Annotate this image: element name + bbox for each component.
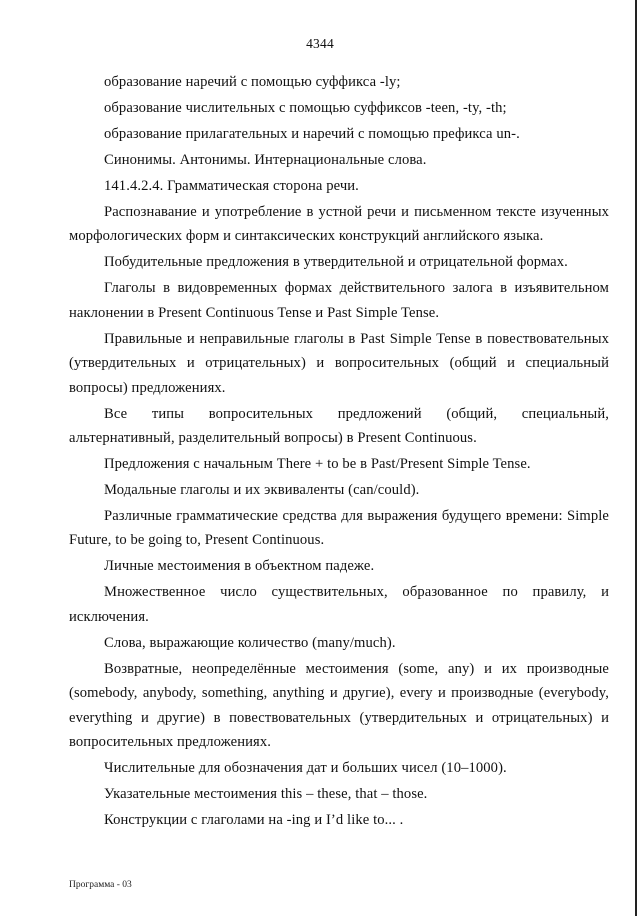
paragraph-numerals-dates: Числительные для обозначения дат и больших чисел (10–1000). (104, 760, 507, 777)
section-heading-grammar: 141.4.2.4. Грамматическая сторона речи. (104, 178, 359, 194)
page-number: 4344 (306, 36, 334, 51)
paragraph-imperative: Побудительные предложения в утвердительной и отрицательной формах. (104, 254, 568, 271)
paragraph-plural-nouns: Множественное число существительных, образованное по правилу, и исключения. (69, 584, 609, 625)
footer-program-code: Программа - 03 (69, 880, 132, 890)
paragraph-ing-constructions: Конструкции с глаголами на -ing и I’d like to... . (104, 812, 404, 829)
paragraph-modal-verbs: Модальные глаголы и их эквиваленты (can/could). (104, 482, 420, 499)
paragraph-prefix-un: образование прилагательных и наречий с помощью префикса un-. (104, 126, 520, 142)
paragraph-synonyms: Синонимы. Антонимы. Интернациональные слова. (104, 152, 427, 168)
paragraph-personal-pronouns: Личные местоимения в объектном падеже. (104, 558, 375, 575)
paragraph-quantity-words: Слова, выражающие количество (many/much). (104, 634, 396, 651)
paragraph-numeral-suffixes: образование числительных с помощью суффиксов -teen, -ty, -th; (104, 100, 507, 116)
page-edge-line (635, 0, 637, 916)
paragraph-question-types: Все типы вопросительных предложений (общий, специальный, альтернативный, разделительный вопросы) в Present Continuous. (69, 405, 609, 447)
paragraph-reflexive-pronouns: Возвратные, неопределённые местоимения (some, any) и их производные (somebody, anybody, something, anything и другие), every и производные (everybody, everything и другие) в повествовательных (утвердительных и отрицательных) и вопросительных предложениях. (69, 660, 609, 751)
paragraph-future: Различные грамматические средства для выражения будущего времени: Simple Future, to be going to, Present Continuous. (69, 508, 609, 549)
paragraph-regular-irregular: Правильные и неправильные глаголы в Past Simple Tense в повествовательных (утвердительных и отрицательных) и вопросительных (общий и специальный вопросы) предложениях. (69, 330, 609, 396)
paragraph-suffix-ly: образование наречий с помощью суффикса -ly; (104, 74, 401, 90)
paragraph-verb-tenses: Глаголы в видовременных формах действительного залога в изъявительном наклонении в Present Continuous Tense и Past Simple Tense. (69, 280, 609, 321)
paragraph-recognition: Распознавание и употребление в устной речи и письменном тексте изученных морфологических форм и синтаксических конструкций английского языка. (69, 204, 609, 245)
page-body (69, 70, 609, 832)
paragraph-demonstratives: Указательные местоимения this – these, that – those. (104, 786, 428, 803)
paragraph-there-to-be: Предложения с начальным There + to be в Past/Present Simple Tense. (104, 456, 531, 473)
